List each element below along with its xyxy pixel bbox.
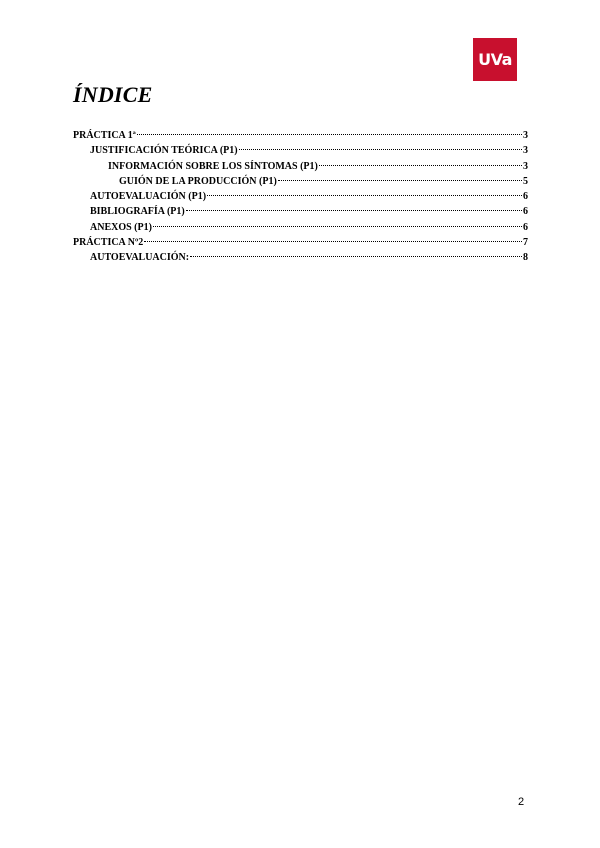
toc-entry[interactable]	[73, 189, 528, 204]
toc-entry-page: 7	[523, 237, 528, 249]
toc-entry[interactable]	[73, 250, 528, 265]
toc-dot-leader	[278, 180, 522, 181]
table-of-contents	[73, 128, 528, 266]
toc-dot-leader	[144, 241, 522, 242]
toc-entry-page: 8	[523, 252, 528, 264]
toc-entry-label: JUSTIFICACIÓN TEÓRICA (P1)	[90, 145, 238, 157]
toc-entry-page: 6	[523, 191, 528, 203]
toc-entry-label: PRÁCTICA Nº2	[73, 237, 144, 249]
toc-dot-leader	[207, 195, 522, 196]
toc-entry-label: GUIÓN DE LA PRODUCCIÓN (P1)	[119, 175, 277, 187]
toc-dot-leader	[190, 256, 522, 257]
page-title: ÍNDICE	[73, 82, 153, 107]
toc-entry[interactable]	[73, 235, 528, 250]
uva-logo	[473, 38, 517, 81]
toc-entry-label: PRÁCTICA 1ª	[73, 130, 136, 141]
toc-entry-page: 6	[523, 221, 528, 233]
toc-entry[interactable]	[73, 220, 528, 235]
toc-entry-page: 6	[523, 206, 528, 218]
toc-dot-leader	[186, 210, 522, 211]
toc-entry-label: AUTOEVALUACIÓN (P1)	[90, 191, 207, 203]
toc-dot-leader	[137, 134, 522, 135]
toc-entry[interactable]	[73, 204, 528, 219]
toc-dot-leader	[153, 226, 522, 227]
toc-entry-label: ANEXOS (P1)	[90, 221, 152, 233]
page-number: 2	[518, 796, 525, 808]
toc-entry-page: 5	[523, 175, 528, 187]
toc-entry-page: 3	[523, 160, 528, 172]
uva-logo-text: UVa	[478, 50, 512, 69]
toc-entry[interactable]	[73, 143, 528, 158]
toc-entry[interactable]	[73, 128, 528, 143]
toc-dot-leader	[239, 149, 522, 150]
toc-entry-page: 3	[523, 145, 528, 157]
toc-entry[interactable]	[73, 159, 528, 174]
toc-entry-label: BIBLIOGRAFÍA (P1)	[90, 206, 185, 218]
toc-entry[interactable]	[73, 174, 528, 189]
toc-entry-label: AUTOEVALUACIÓN:	[90, 252, 190, 264]
toc-entry-page: 3	[523, 130, 528, 141]
toc-entry-label: INFORMACIÓN SOBRE LOS SÍNTOMAS (P1)	[108, 160, 318, 172]
toc-dot-leader	[319, 165, 522, 166]
